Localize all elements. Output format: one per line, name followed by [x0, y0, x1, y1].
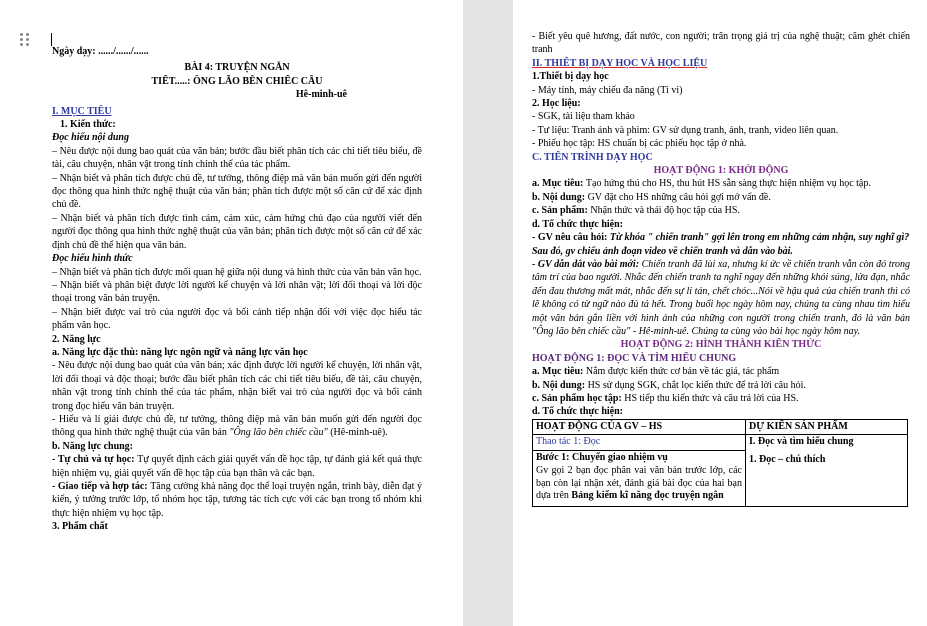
activity-table — [532, 419, 908, 507]
paragraph: - GV nêu câu hỏi: Từ khóa " chiến tranh" gợi lên trong em những cảm nhận, suy nghĩ gì? — [532, 232, 910, 244]
date-line: Ngày dạy: ....../....../...... — [52, 46, 149, 57]
section-process: C. TIẾN TRÌNH DẠY HỌC — [532, 151, 653, 163]
paragraph: – Nhận biết và phân biệt được lời người kể chuyện và lời nhân vật; lời đối thoại và lời độc thoại trong văn bản truyện. — [52, 279, 422, 305]
lesson-title: BÀI 4: TRUYỆN NGẮN — [184, 62, 290, 74]
paragraph: - SGK, tài liệu tham khảo — [532, 111, 635, 123]
paragraph: – Nhận biết được vai trò của người đọc và bối cảnh tiếp nhận đối với việc đọc hiểu tác phẩm văn học. — [52, 306, 422, 332]
paragraph: - Hiểu và lí giải được chủ đề, tư tưởng, thông điệp mà văn bản muốn gửi đến người đọc thông qua hình thức nghệ thuật của văn bản "Ông lão bên chiếc cầu" (Hê-minh-uê). — [52, 413, 422, 439]
activity-2-heading: HOẠT ĐỘNG 2: HÌNH THÀNH KIẾN THỨC — [620, 339, 822, 351]
section-objectives: I. MỤC TIÊU — [52, 105, 112, 117]
paragraph: – Nhận biết và phân tích được tình cảm, cảm xúc, cảm hứng chủ đạo của người viết đến người đọc thông qua hình thức nghệ thuật của văn bản; phân tích được một số căn cứ để xác định chủ đề thể hiện qua văn bản. — [52, 212, 422, 251]
left-content[interactable] — [52, 45, 422, 534]
right-content[interactable] — [532, 30, 910, 507]
table-cell — [746, 435, 908, 507]
product-subheading: 1. Đọc – chú thích — [749, 453, 826, 465]
equipment-heading: 1.Thiết bị dạy học — [532, 71, 609, 83]
paragraph: - Tự chủ và tự học: Tự quyết định cách giải quyết vấn đề học tập, tự đánh giá kết quả thực hiện nhiệm vụ, giải quyết vấn đề học tập của bạn thân và các bạn. — [52, 454, 422, 479]
activity-2-1-heading: HOẠT ĐỘNG 1: ĐỌC VÀ TÌM HIỂU CHUNG — [532, 352, 737, 364]
section-equipment: II. THIẾT BỊ DẠY HỌC VÀ HỌC LIỆU — [532, 57, 708, 69]
page-right — [513, 0, 927, 626]
general-competence-heading: b. Năng lực chung: — [52, 440, 134, 452]
table-header-product: DỰ KIẾN SẢN PHẨM — [746, 419, 908, 435]
paragraph: - Máy tính, máy chiếu đa năng (Ti vi) — [532, 84, 683, 96]
paragraph: a. Mục tiêu: Nắm được kiến thức cơ bản về tác giả, tác phẩm — [532, 366, 780, 378]
organize-heading: d. Tổ chức thực hiện: — [532, 406, 623, 418]
competence-heading: 2. Năng lực — [52, 333, 101, 345]
paragraph: Sau đó, gv chiếu ảnh đoạn video về chiến tranh và dẫn vào bài. — [532, 245, 793, 257]
knowledge-heading: 1. Kiến thức: — [60, 119, 116, 131]
page-left — [0, 0, 463, 626]
organize-heading: d. Tổ chức thực hiện: — [532, 218, 623, 230]
paragraph: - Phiếu học tập: HS chuẩn bị các phiếu học tập ở nhà. — [532, 138, 747, 150]
form-reading-heading: Đọc hiểu hình thức — [52, 253, 133, 265]
step-label: Thao tác 1: Đọc — [533, 435, 745, 451]
table-header-activity: HOẠT ĐỘNG CỦA GV – HS — [533, 419, 746, 435]
paragraph: - Giao tiếp và hợp tác: Tăng cường khả năng đọc thể loại truyện ngắn, trình bày, diễn đạt ý kiến, ý tưởng trước lớp, tổ nhóm học tập, tương tác tích cực với các bạn trong tổ nhóm khi thực hiện nhiệm vụ học tập. — [52, 481, 422, 519]
table-cell — [533, 435, 746, 507]
page-gap — [463, 0, 513, 626]
materials-heading: 2. Học liệu: — [532, 98, 581, 110]
paragraph: - Biết yêu quê hương, đất nước, con người; trân trọng giá trị của nghệ thuật; căm ghét chiến tranh — [532, 31, 910, 56]
paragraph: – Nêu được nội dung bao quát của văn bản; bước đầu biết phân tích các chi tiết tiêu biểu, đề tài, câu chuyện, nhân vật trong tính chỉnh thể của tác phẩm. — [52, 145, 422, 171]
specific-competence-heading: a. Năng lực đặc thù: năng lực ngôn ngữ và năng lực văn học — [52, 346, 308, 358]
paragraph: - GV dẫn dắt vào bài mới: Chiến tranh đã lùi xa, nhưng kí ức về chiến tranh vẫn còn đó trong tâm trí của bao người. Nhắc đến chiến tranh ta nghĩ ngay đến những khói súng, lửa đạn, nhắc đến đau thương mất mát, nhắc đến sự li tán, chết chóc...Nói về hậu quả của chiến tranh thì có lẽ không có từ ngữ nào đủ tả hết. Trong buổi học ngày hôm nay, chúng ta cùng nhau tìm hiểu một văn bản gắn liền với hình ảnh của những con người trong chiến tranh, đó là văn bản "Ông lão bên chiếc cầu" - Hê-minh-uê. Chúng ta cùng vào bài học ngày hôm nay. — [532, 258, 910, 337]
quality-heading: 3. Phẩm chất — [52, 521, 108, 533]
activity-1-heading: HOẠT ĐỘNG 1: KHỞI ĐỘNG — [653, 165, 789, 177]
product-heading: I. Đọc và tìm hiểu chung — [749, 436, 854, 448]
paragraph: a. Mục tiêu: Tạo hứng thú cho HS, thu hút HS sẵn sàng thực hiện nhiệm vụ học tập. — [532, 178, 871, 190]
lesson-subtitle: TIẾT.....: ÔNG LÃO BÊN CHIẾC CẦU — [151, 75, 323, 87]
step-heading: Bước 1: Chuyển giao nhiệm vụ — [536, 451, 668, 463]
paragraph: – Nhận biết và phân tích được mối quan hệ giữa nội dung và hình thức của văn bản văn học. — [52, 266, 422, 278]
paragraph: – Nhận biết và phân tích được chủ đề, tư tưởng, thông điệp mà văn bản muốn gửi đến người đọc thông qua hình thức nghệ thuật của văn bản; phân tích được một số căn cứ để xác định chủ đề. — [52, 172, 422, 211]
step-text: Gv gọi 2 bạn đọc phân vai văn bản trước lớp, các bạn còn lại nhận xét, đánh giá bài đọc của hai bạn dựa trên Bảng kiểm kĩ năng đọc truyện ngắn — [536, 465, 742, 502]
paragraph: c. Sản phẩm: Nhận thức và thái độ học tập của HS. — [532, 205, 740, 217]
author: Hê-minh-uê — [295, 89, 347, 101]
paragraph: - Nêu được nội dung bao quát của văn bản; xác định được lời người kể chuyện, lời nhân vật, lời đối thoại và độc thoại; bước đầu biết phân tích các chi tiết tiêu biểu, đề tài, câu chuyện, nhân vật trong tính chỉnh thể của tác phẩm, nhận biết vai trò của người đọc và bối cảnh trong đọc hiểu văn bản truyện. — [52, 360, 422, 412]
content-reading-heading: Đọc hiểu nội dung — [52, 132, 129, 144]
paragraph: b. Nội dung: HS sử dụng SGK, chắt lọc kiến thức để trả lời câu hỏi. — [532, 379, 806, 391]
paragraph: c. Sản phẩm học tập: HS tiếp thu kiến thức và câu trả lời của HS. — [532, 392, 799, 404]
drag-handle-icon[interactable] — [20, 33, 30, 47]
paragraph: b. Nội dung: GV đặt cho HS những câu hỏi gợi mở vấn đề. — [532, 191, 771, 203]
paragraph: - Tư liệu: Tranh ảnh và phim: GV sử dụng tranh, ảnh, tranh, video liên quan. — [532, 124, 839, 136]
